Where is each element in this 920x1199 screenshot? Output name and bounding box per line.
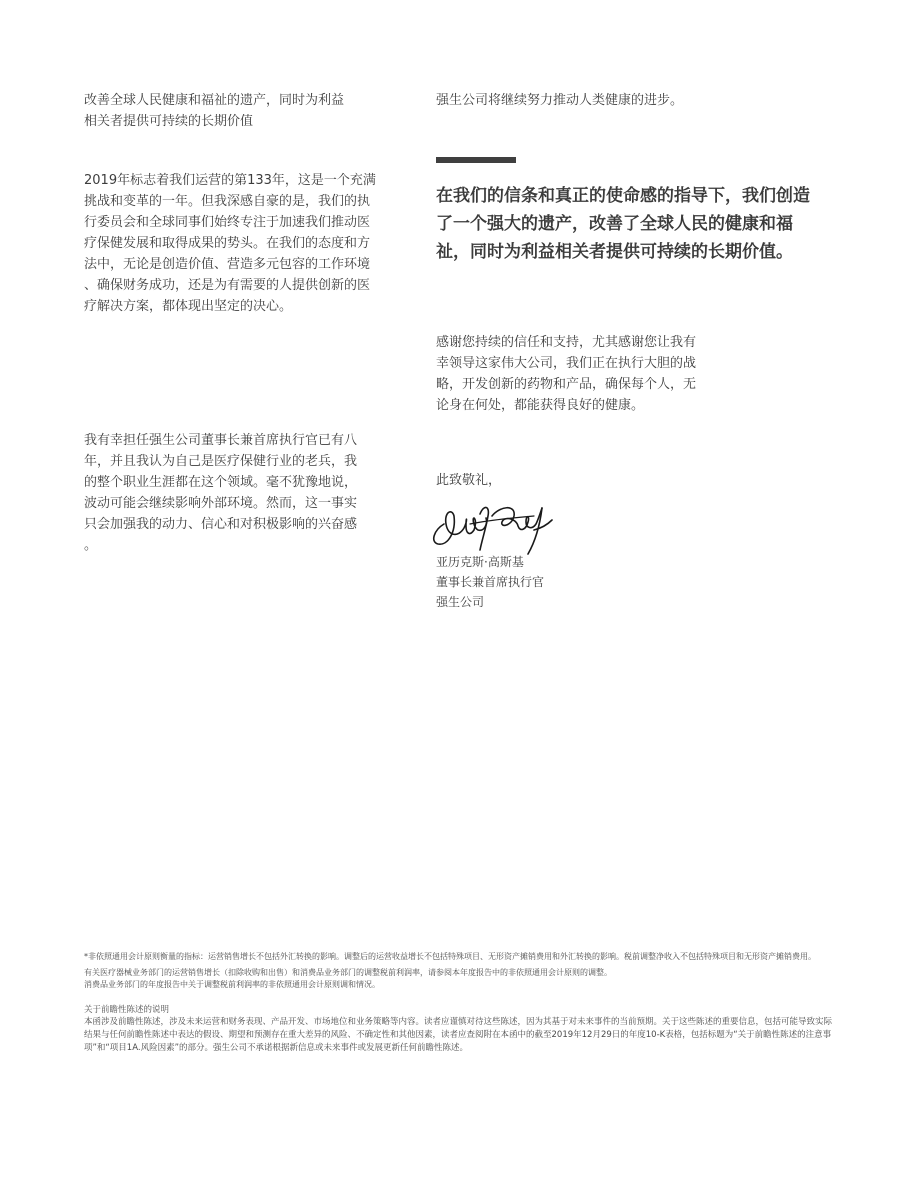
- disclaimer-body: 本函涉及前瞻性陈述，涉及未来运营和财务表现、产品开发、市场地位和业务策略等内容。读者应谨慎对待这些陈述，因为其基于对未来事件的当前预期。关于这些陈述的重要信息，包括可能导致实际结果与任何前瞻性陈述中表达的假设、期望和预测存在重大差异的风险、不确定性和其他因素，读者应查阅附在本函中的截至2019年12月29日的年度10-K表格，包括标题为“关于前瞻性陈述的注意事项”和“项目1A.风险因素”的部分。强生公司不承诺根据新信息或未来事件或发展更新任何前瞻性陈述。: [84, 1017, 833, 1053]
- thanks-paragraph: 感谢您持续的信任和支持，尤其感谢您让我有 幸领导这家伟大公司，我们正在执行大胆的战 略，开发创新的药物和产品，确保每个人，无 论身在何处，都能获得良好的健康。: [436, 335, 697, 413]
- signer-block: [436, 552, 544, 612]
- signer-name: 亚历克斯·高斯基: [436, 555, 524, 569]
- progress-paragraph: 强生公司将继续努力推动人类健康的进步。: [436, 93, 684, 108]
- disclaimer-title: 关于前瞻性陈述的说明: [84, 1005, 170, 1015]
- intro-paragraph: 改善全球人民健康和福祉的遗产，同时为利益 相关者提供可持续的长期价值: [84, 93, 345, 129]
- signer-title: 董事长兼首席执行官: [436, 575, 545, 589]
- footnote-1: *非依照通用会计原则衡量的指标：运营销售增长不包括外汇转换的影响。调整后的运营收益增长不包括特殊项目、无形资产摊销费用和外汇转换的影响。税前调整净收入不包括特殊项目和无形资产摊销费用。: [84, 952, 816, 961]
- year-paragraph: 2019年标志着我们运营的第133年，这是一个充满 挑战和变革的一年。但我深感自豪的是，我们的执 行委员会和全球同事们始终专注于加速我们推动医 疗保健发展和取得成果的势头。在我们的态度和方 法中，无论是创造价值、营造多元包容的工作环境 、确保财务成功，还是为有需要的人提供创新的医 疗解决方案，都体现出坚定的决心。: [84, 173, 376, 314]
- accent-bar: [436, 157, 516, 163]
- pull-quote: 在我们的信条和真正的使命感的指导下，我们创造了一个强大的遗产，改善了全球人民的健康和福祉，同时为利益相关者提供可持续的长期价值。: [436, 186, 810, 262]
- signer-company: 强生公司: [436, 595, 485, 609]
- footnote-2: 有关医疗器械业务部门的运营销售增长（扣除收购和出售）和消费品业务部门的调整税前利润率，请参阅本年度报告中的非依照通用会计原则的调整。: [84, 968, 612, 977]
- footnote-3: 消费品业务部门的年度报告中关于调整税前利润率的非依照通用会计原则调和情况。: [84, 980, 380, 989]
- footnotes: [84, 951, 836, 1055]
- tenure-paragraph: 我有幸担任强生公司董事长兼首席执行官已有八 年，并且我认为自己是医疗保健行业的老兵，我 的整个职业生涯都在这个领域。毫不犹豫地说， 波动可能会继续影响外部环境。然而，这一事实 只会加强我的动力、信心和对积极影响的兴奋感 。: [84, 433, 358, 553]
- handwritten-signature-icon: [430, 494, 570, 558]
- closing-salutation: 此致敬礼，: [436, 473, 502, 488]
